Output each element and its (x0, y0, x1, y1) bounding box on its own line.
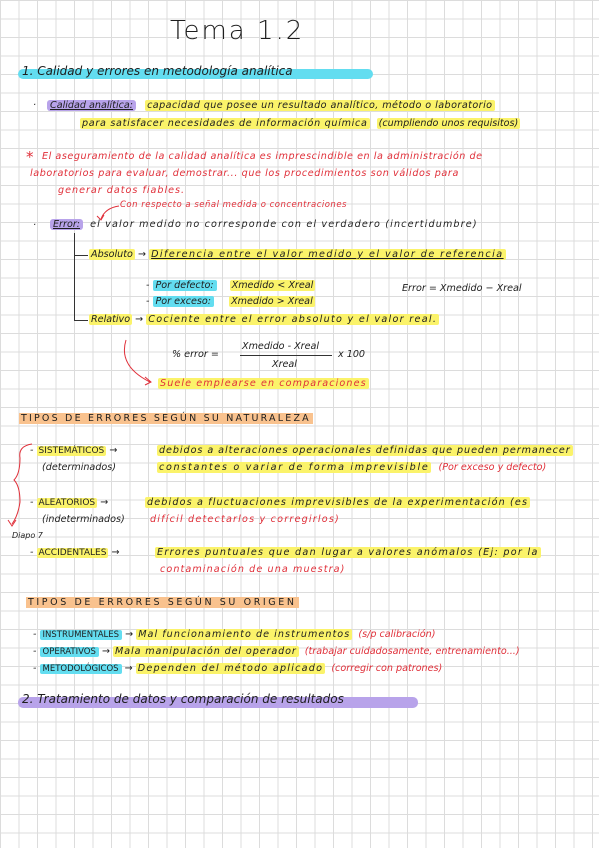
calidad-definition-l1: capacidad que posee un resultado analítico, método o laboratorio (147, 100, 493, 111)
error-line (50, 219, 478, 230)
operativos-note: (trabajar cuidadosamente, entrenamiento...) (304, 646, 520, 657)
pct-error-denominator: Xreal (272, 359, 297, 370)
operativos-line: - OPERATIVOS → Mala manipulación del operador (trabajar cuidadosamente, entrenamiento...) (33, 646, 520, 657)
instrumentales-term: INSTRUMENTALES (40, 630, 123, 640)
sistematicos-def-l2 (157, 462, 546, 473)
error-formula: Error = Xmedido − Xreal (402, 283, 522, 294)
calidad-line-1 (47, 100, 495, 111)
section-1-heading: 1. Calidad y errores en metodología analítica (22, 64, 293, 78)
metodologicos-definition: Dependen del método aplicado (137, 663, 324, 674)
curved-arrow-icon (120, 338, 160, 386)
suele-note (158, 378, 369, 389)
suele-text: Suele emplearse en comparaciones (160, 378, 367, 389)
aleatorios-def-l1 (145, 497, 530, 508)
operativos-definition: Mala manipulación del operador (115, 646, 297, 657)
note-line-3: generar datos fiables. (58, 185, 186, 196)
metodologicos-line: - METODOLÓGICOS → Dependen del método aplicado (corregir con patrones) (33, 663, 443, 674)
instrumentales-line: - INSTRUMENTALES → Mal funcionamiento de instrumentos (s/p calibración) (33, 629, 436, 640)
por-defecto-line: - Por defecto: Xmedido < Xreal (146, 280, 314, 291)
sistematicos-note: (Por exceso y defecto) (438, 462, 547, 473)
asterisk-icon: * (26, 148, 34, 166)
relativo-line (89, 314, 439, 325)
absoluto-line (89, 249, 506, 260)
origen-heading-text: TIPOS DE ERRORES SEGÚN SU ORIGEN (28, 597, 297, 608)
aleatorios-line: - ALEATORIOS → (30, 497, 109, 508)
page-title: Tema 1.2 (170, 16, 305, 46)
arrow-icon: → (124, 663, 133, 674)
sistematicos-definition-l1: debidos a alteraciones operacionales definidas que pueden permanecer (159, 445, 571, 456)
sistematicos-term: SISTEMÁTICOS (38, 446, 105, 456)
operativos-term: OPERATIVOS (40, 647, 99, 657)
metodologicos-note: (corregir con patrones) (331, 663, 443, 674)
instrumentales-note: (s/p calibración) (358, 629, 436, 640)
naturaleza-heading-text: TIPOS DE ERRORES SEGÚN SU NATURALEZA (21, 413, 311, 424)
tree-branch (74, 255, 88, 256)
calidad-line-2 (80, 118, 520, 129)
accidentales-def-l2: contaminación de una muestra) (160, 564, 346, 575)
arrow-icon: → (100, 497, 109, 508)
calidad-definition-l2: para satisfacer necesidades de información química (82, 118, 368, 129)
note-line-2: laboratorios para evaluar, demostrar... que los procedimientos son válidos para (30, 168, 459, 179)
error-definition: el valor medido no corresponde con el verdadero (incertidumbre) (90, 219, 478, 230)
bullet: · (33, 220, 37, 231)
sistematicos-def-l1 (157, 445, 573, 456)
aleatorios-definition-l1: debidos a fluctuaciones imprevisibles de la experimentación (es (147, 497, 529, 508)
accidentales-def-l1 (155, 547, 541, 558)
pct-error-factor: x 100 (338, 349, 366, 360)
tree-vertical (74, 233, 75, 321)
absoluto-term: Absoluto (91, 249, 133, 260)
relativo-term: Relativo (91, 314, 131, 325)
por-exceso-formula: Xmedido > Xreal (231, 296, 313, 307)
arrow-icon: → (109, 445, 118, 456)
accidentales-term: ACCIDENTALES (38, 548, 107, 558)
section-2-heading: 2. Tratamiento de datos y comparación de resultados (22, 692, 344, 706)
calidad-note: (cumpliendo unos requisitos) (378, 118, 519, 129)
aleatorios-def-l2: difícil detectarlos y corregirlos) (150, 514, 340, 525)
sistematicos-definition-l2: constantes o variar de forma imprevisible (159, 462, 430, 473)
arrow-icon: → (111, 547, 120, 558)
por-defecto-formula: Xmedido < Xreal (231, 280, 314, 291)
relativo-definition: Cociente entre el error absoluto y el valor real. (148, 314, 438, 325)
sistematicos-line: - SISTEMÁTICOS → (30, 445, 118, 456)
accidentales-line: - ACCIDENTALES → (30, 547, 120, 558)
bullet: · (33, 100, 37, 111)
sistematicos-sub: (determinados) (42, 462, 117, 473)
naturaleza-heading (19, 413, 313, 424)
pct-error-numerator: Xmedido - Xreal (242, 341, 320, 352)
arrow-icon: → (137, 249, 147, 260)
accidentales-definition-l1: Errores puntuales que dan lugar a valores anómalos (Ej: por la (157, 547, 539, 558)
pct-error-label: % error = (172, 349, 219, 360)
aleatorios-sub: (indeterminados) (42, 514, 125, 525)
diapo-label: Diapo 7 (12, 531, 43, 540)
por-exceso-term: Por exceso: (153, 296, 215, 307)
arrow-icon: → (135, 314, 144, 325)
arrow-icon: → (101, 646, 110, 657)
calidad-term: Calidad analítica: (47, 100, 136, 111)
origen-heading (26, 597, 299, 608)
fraction-bar (240, 355, 332, 356)
arrow-icon: → (125, 629, 134, 640)
aleatorios-term: ALEATORIOS (38, 498, 96, 508)
por-exceso-line: - Por exceso: Xmedido > Xreal (146, 296, 313, 307)
respect-note: Con respecto a señal medida o concentraciones (120, 200, 347, 210)
tree-branch (74, 320, 88, 321)
metodologicos-term: METODOLÓGICOS (40, 664, 122, 674)
error-term: Error: (50, 219, 83, 230)
note-line-1: El aseguramiento de la calidad analítica es imprescindible en la administración de (42, 151, 483, 162)
absoluto-definition: Diferencia entre el valor medido y el valor de referencia (151, 249, 504, 260)
instrumentales-definition: Mal funcionamiento de instrumentos (138, 629, 351, 640)
por-defecto-term: Por defecto: (153, 280, 217, 291)
